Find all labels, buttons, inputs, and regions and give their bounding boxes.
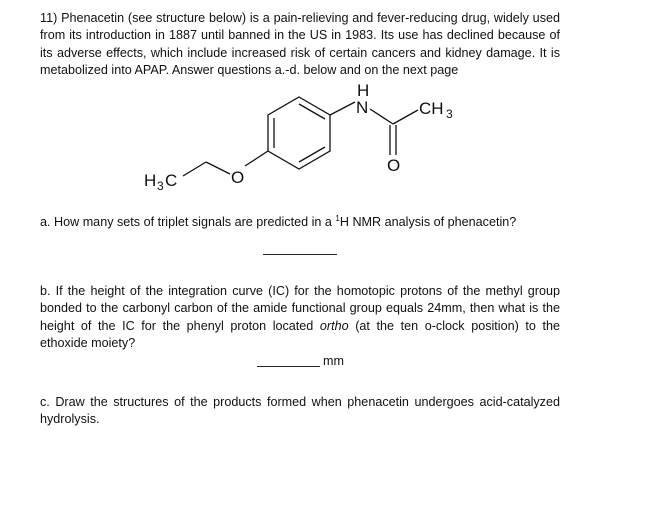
amide-h-label: H [357,81,370,100]
answer-unit-b: mm [323,354,344,368]
ch2-ch3-bond [183,162,206,176]
ring-double-bond-upper [299,104,325,119]
oxygen-ch2-bond [206,162,230,174]
question-b-text-1: b. If the height of the integration curve (IC) for the homotopic protons of the methyl group bonded to the carbonyl carbon of the amide functional group equals 24mm, then what is the height of the IC for the phenyl proton located [40,284,560,333]
question-c: c. Draw the structures of the products formed when phenacetin undergoes acid-catalyzed hydrolysis. [40,395,560,427]
phenacetin-structure [0,0,645,200]
answer-blank-a[interactable] [263,254,337,255]
question-a-superscript: 1 [335,214,340,223]
question-b-ortho: ortho [319,318,349,333]
ring-oxygen-bond [245,151,268,166]
ring-n-bond [330,102,355,115]
structure-bonds [183,97,418,176]
methyl-subscript: 3 [446,107,453,121]
question-intro: 11) Phenacetin (see structure below) is a pain-relieving and fever-reducing drug, widely used from its introduction in 1887 until banned in the US in 1983. Its use has declined because of its adverse effects, which include increased risk of certain cancers and kidney damage. It is metabolized into APAP. Answer questions a.-d. below and on the next page [40,11,560,78]
amide-n-label: N [356,98,369,117]
ethyl-c-label: C [165,171,178,190]
ethyl-h-label: H [144,171,157,190]
question-b-text-2: (at the ten o-clock position) to the ethoxide moiety? [40,318,560,351]
answer-blank-b[interactable] [257,366,320,367]
question-a-text-1: a. How many sets of triplet signals are predicted in a [40,215,336,230]
ring-double-bond-lower [299,147,325,162]
question-a [40,210,600,232]
carbonyl-methyl-bond [393,110,418,124]
n-carbonyl-bond [370,109,393,124]
methyl-ch-label: CH [419,99,444,118]
question-a-text-2: H NMR analysis of phenacetin? [339,215,517,230]
question-b [40,283,560,353]
ether-o-label: O [231,168,245,187]
carbonyl-o-label: O [387,156,401,175]
ethyl-subscript: 3 [157,179,164,193]
benzene-ring [268,97,330,169]
